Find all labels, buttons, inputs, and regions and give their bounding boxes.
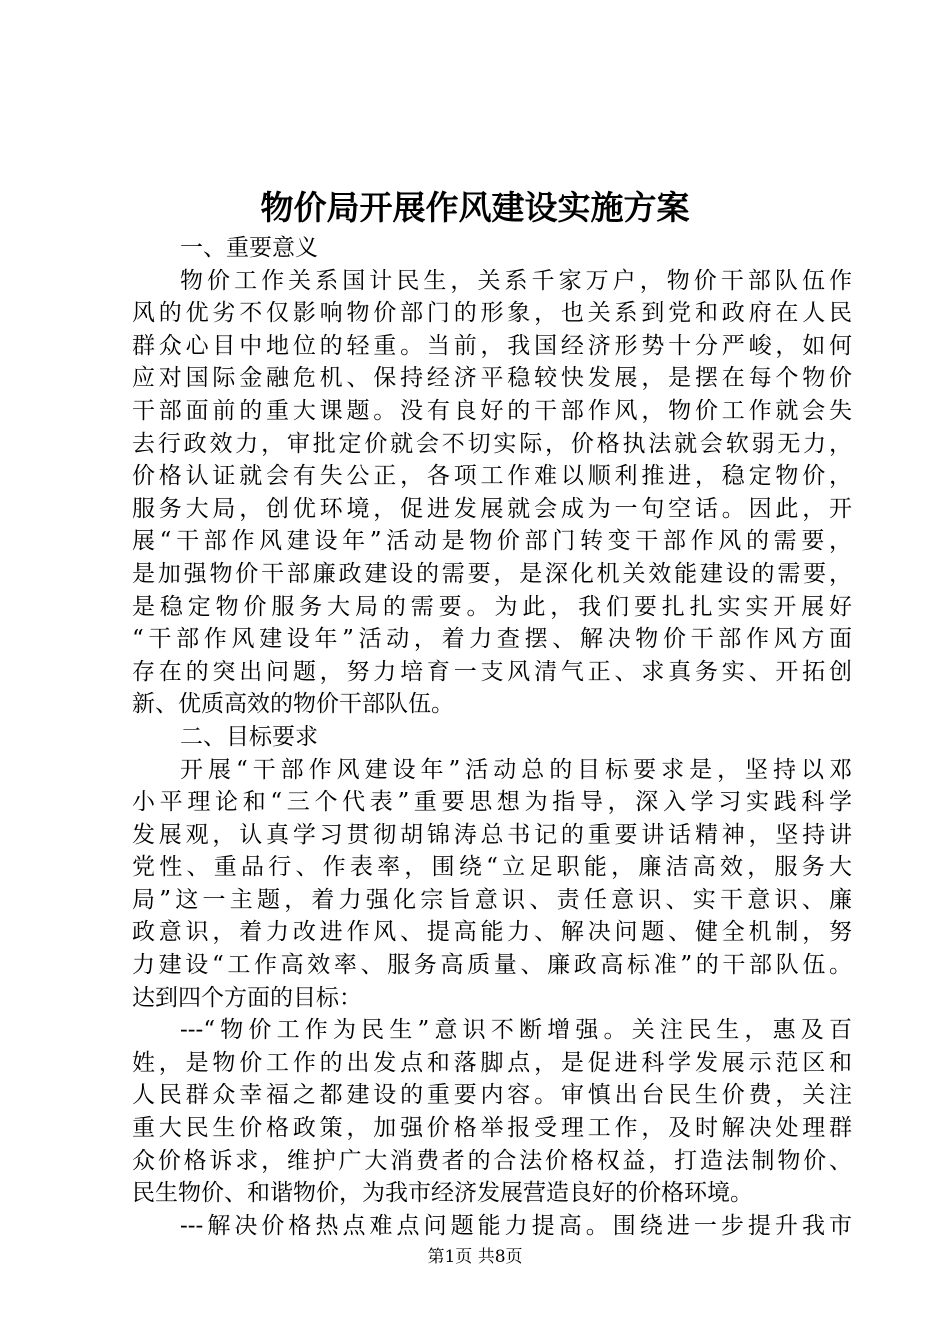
text-line: 人民群众幸福之都建设的重要内容。审慎出台民生价费，关注 <box>132 1082 852 1109</box>
text-line: 一、重要意义 <box>180 235 318 261</box>
text-line: 风的优劣不仅影响物价部门的形象，也关系到党和政府在人民 <box>132 300 852 327</box>
text-line: 是稳定物价服务大局的需要。为此，我们要扎扎实实开展好 <box>132 593 852 620</box>
text-line: 重大民生价格政策，加强价格举报受理工作，及时解决处理群 <box>132 1115 852 1142</box>
text-line: 服务大局，创优环境，促进发展就会成为一句空话。因此，开 <box>132 495 852 522</box>
document-body <box>132 232 852 1242</box>
text-line: 党性、重品行、作表率，围绕“立足职能，廉洁高效，服务大 <box>132 854 852 881</box>
text-line: “干部作风建设年”活动，着力查摆、解决物价干部作风方面 <box>132 626 852 653</box>
text-line: 发展观，认真学习贯彻胡锦涛总书记的重要讲话精神，坚持讲 <box>132 821 852 848</box>
text-line: 政意识，着力改进作风、提高能力、解决问题、健全机制，努 <box>132 919 852 946</box>
text-line: 存在的突出问题，努力培育一支风清气正、求真务实、开拓创 <box>132 658 852 685</box>
page-indicator: 第1页 共8页 <box>427 1247 523 1267</box>
text-line: 达到四个方面的目标： <box>132 984 362 1011</box>
text-line: ---“物价工作为民生”意识不断增强。关注民生，惠及百 <box>180 1017 852 1044</box>
text-line: 新、优质高效的物价干部队伍。 <box>132 691 454 718</box>
text-line: 去行政效力，审批定价就会不切实际，价格执法就会软弱无力， <box>132 430 852 457</box>
text-line: 展“干部作风建设年”活动是物价部门转变干部作风的需要， <box>132 528 852 555</box>
text-line: 局”这一主题，着力强化宗旨意识、责任意识、实干意识、廉 <box>132 886 852 913</box>
text-line: 应对国际金融危机、保持经济平稳较快发展，是摆在每个物价 <box>132 365 852 392</box>
text-line: 姓，是物价工作的出发点和落脚点，是促进科学发展示范区和 <box>132 1049 852 1076</box>
text-line: 开展“干部作风建设年”活动总的目标要求是，坚持以邓 <box>180 756 852 783</box>
text-line: 是加强物价干部廉政建设的需要，是深化机关效能建设的需要， <box>132 560 852 587</box>
text-line: 群众心目中地位的轻重。当前，我国经济形势十分严峻，如何 <box>132 332 852 359</box>
text-line: 干部面前的重大课题。没有良好的干部作风，物价工作就会失 <box>132 397 852 424</box>
text-line: 价格认证就会有失公正，各项工作难以顺利推进，稳定物价， <box>132 463 852 490</box>
text-line: ---解决价格热点难点问题能力提高。围绕进一步提升我市 <box>180 1212 852 1239</box>
document-title: 物价局开展作风建设实施方案 <box>260 188 690 227</box>
text-line: 二、目标要求 <box>180 723 318 750</box>
text-line: 众价格诉求，维护广大消费者的合法价格权益，打造法制物价、 <box>132 1147 852 1174</box>
text-line: 民生物价、和谐物价，为我市经济发展营造良好的价格环境。 <box>132 1180 753 1207</box>
text-line: 小平理论和“三个代表”重要思想为指导，深入学习实践科学 <box>132 789 852 816</box>
text-line: 力建设“工作高效率、服务高质量、廉政高标准”的干部队伍。 <box>132 952 852 979</box>
text-line: 物价工作关系国计民生，关系千家万户，物价干部队伍作 <box>180 267 852 294</box>
